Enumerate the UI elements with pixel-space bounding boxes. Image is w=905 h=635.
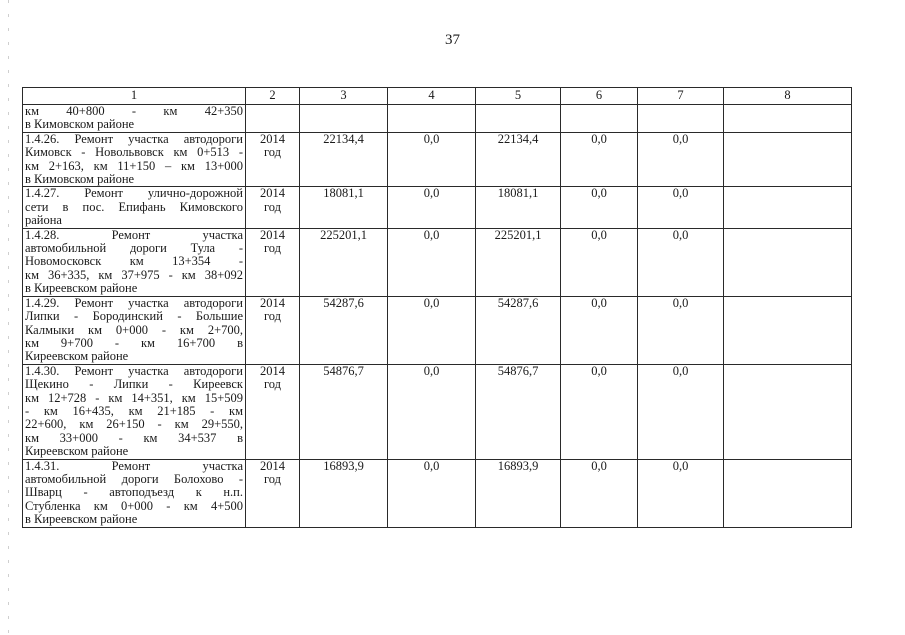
amount-cell-col-4 — [388, 105, 476, 133]
work-description-line: в Киреевском районе — [25, 281, 138, 296]
year-value: 2014 — [260, 363, 285, 378]
work-description-cell — [23, 296, 246, 364]
year-cell — [246, 296, 300, 364]
work-description-line: Киреевском районе — [25, 349, 129, 364]
year-cell — [246, 132, 300, 187]
amount-cell-col-5: 225201,1 — [476, 228, 561, 296]
amount-cell-col-7: 0,0 — [638, 364, 724, 459]
year-value: 2014 — [260, 295, 285, 310]
amount-cell-col-5 — [476, 105, 561, 133]
amount-cell-col-7 — [638, 105, 724, 133]
work-description-line: км 33+000 - км 34+537 в — [25, 430, 243, 445]
amount-cell-col-5: 54876,7 — [476, 364, 561, 459]
work-description-line: 1.4.27. Ремонт улично-дорожной — [25, 186, 243, 201]
table-row — [23, 364, 852, 459]
amount-cell-col-8 — [724, 105, 852, 133]
table-row — [23, 105, 852, 133]
amount-cell-col-7: 0,0 — [638, 459, 724, 527]
road-repair-budget-table — [22, 87, 852, 528]
year-unit: год — [263, 145, 282, 160]
amount-cell-col-3: 54876,7 — [300, 364, 388, 459]
table-row — [23, 187, 852, 228]
work-description-cell — [23, 364, 246, 459]
amount-cell-col-7: 0,0 — [638, 228, 724, 296]
amount-cell-col-5: 54287,6 — [476, 296, 561, 364]
work-description-line: км 40+800 - км 42+350 — [25, 104, 243, 118]
work-description-line: км 12+728 - км 14+351, км 15+509 — [25, 390, 243, 405]
year-value: 2014 — [260, 458, 285, 473]
work-description-line: Щекино - Липки - Киреевск — [25, 377, 243, 392]
amount-cell-col-3: 54287,6 — [300, 296, 388, 364]
amount-cell-col-7: 0,0 — [638, 187, 724, 228]
amount-cell-col-5: 18081,1 — [476, 187, 561, 228]
work-description-cell — [23, 105, 246, 133]
col-header-1: 1 — [23, 88, 246, 105]
year-unit: год — [263, 241, 282, 256]
amount-cell-col-4: 0,0 — [388, 132, 476, 187]
amount-cell-col-4: 0,0 — [388, 296, 476, 364]
table-row — [23, 296, 852, 364]
amount-cell-col-6 — [561, 105, 638, 133]
work-description-line: Липки - Бородинский - Большие — [25, 309, 243, 324]
col-header-8: 8 — [724, 88, 852, 105]
amount-cell-col-6: 0,0 — [561, 459, 638, 527]
amount-cell-col-8 — [724, 296, 852, 364]
work-description-line: района — [25, 213, 62, 228]
work-description-cell — [23, 187, 246, 228]
work-description-line: - км 16+435, км 21+185 - км — [25, 403, 243, 418]
work-description-line: Калмыки км 0+000 - км 2+700, — [25, 322, 243, 337]
year-value: 2014 — [260, 131, 285, 146]
amount-cell-col-4: 0,0 — [388, 459, 476, 527]
amount-cell-col-6: 0,0 — [561, 187, 638, 228]
work-description-line: 1.4.29. Ремонт участка автодороги — [25, 295, 243, 310]
work-description-line: Стубленка км 0+000 - км 4+500 — [25, 498, 243, 513]
amount-cell-col-3: 16893,9 — [300, 459, 388, 527]
work-description-line: км 2+163, км 11+150 – км 13+000 — [25, 158, 243, 173]
amount-cell-col-3 — [300, 105, 388, 133]
table-row — [23, 459, 852, 527]
year-cell — [246, 459, 300, 527]
work-description-line: 1.4.31. Ремонт участка — [25, 458, 243, 473]
amount-cell-col-6: 0,0 — [561, 296, 638, 364]
amount-cell-col-4: 0,0 — [388, 187, 476, 228]
work-description-cell — [23, 132, 246, 187]
work-description-line: 22+600, км 26+150 - км 29+550, — [25, 417, 243, 432]
col-header-6: 6 — [561, 88, 638, 105]
year-value: 2014 — [260, 227, 285, 242]
amount-cell-col-8 — [724, 228, 852, 296]
col-header-7: 7 — [638, 88, 724, 105]
amount-cell-col-4: 0,0 — [388, 228, 476, 296]
page-number: 37 — [445, 32, 460, 48]
work-description-line: Новомосковск км 13+354 - — [25, 254, 243, 269]
work-description-line: в Киреевском районе — [25, 512, 138, 527]
year-value: 2014 — [260, 186, 285, 201]
amount-cell-col-5: 22134,4 — [476, 132, 561, 187]
work-description-line: км 36+335, км 37+975 - км 38+092 — [25, 267, 243, 282]
amount-cell-col-3: 18081,1 — [300, 187, 388, 228]
table-row — [23, 132, 852, 187]
work-description-line: 1.4.30. Ремонт участка автодороги — [25, 363, 243, 378]
col-header-4: 4 — [388, 88, 476, 105]
amount-cell-col-6: 0,0 — [561, 228, 638, 296]
year-unit: год — [263, 309, 282, 324]
work-description-cell — [23, 228, 246, 296]
col-header-2: 2 — [246, 88, 300, 105]
year-unit: год — [263, 199, 282, 214]
work-description-line: в Кимовском районе — [25, 172, 135, 187]
amount-cell-col-8 — [724, 132, 852, 187]
amount-cell-col-5: 16893,9 — [476, 459, 561, 527]
amount-cell-col-7: 0,0 — [638, 296, 724, 364]
amount-cell-col-8 — [724, 364, 852, 459]
work-description-line: сети в пос. Епифань Кимовского — [25, 199, 243, 214]
work-description-line: автомобильной дороги Болохово - — [25, 471, 243, 486]
work-description-line: км 9+700 - км 16+700 в — [25, 335, 243, 350]
amount-cell-col-4: 0,0 — [388, 364, 476, 459]
work-description-line: автомобильной дороги Тула - — [25, 241, 243, 256]
amount-cell-col-3: 22134,4 — [300, 132, 388, 187]
col-header-3: 3 — [300, 88, 388, 105]
work-description-cell — [23, 459, 246, 527]
year-cell — [246, 364, 300, 459]
year-unit: год — [263, 377, 282, 392]
scan-edge-artifact — [8, 0, 9, 635]
year-cell — [246, 105, 300, 133]
amount-cell-col-7: 0,0 — [638, 132, 724, 187]
amount-cell-col-6: 0,0 — [561, 364, 638, 459]
work-description-line: 1.4.28. Ремонт участка — [25, 227, 243, 242]
year-cell — [246, 187, 300, 228]
amount-cell-col-8 — [724, 187, 852, 228]
amount-cell-col-8 — [724, 459, 852, 527]
work-description-line: Кимовск - Новольвовск км 0+513 - — [25, 145, 243, 160]
col-header-5: 5 — [476, 88, 561, 105]
work-description-line: Киреевском районе — [25, 444, 129, 459]
year-cell — [246, 228, 300, 296]
amount-cell-col-3: 225201,1 — [300, 228, 388, 296]
table-body — [23, 105, 852, 528]
work-description-line: Шварц - автоподъезд к н.п. — [25, 485, 243, 500]
year-unit: год — [263, 471, 282, 486]
work-description-line: 1.4.26. Ремонт участка автодороги — [25, 131, 243, 146]
work-description-line: в Кимовском районе — [25, 117, 135, 132]
table-header-row — [23, 88, 852, 105]
table-row — [23, 228, 852, 296]
amount-cell-col-6: 0,0 — [561, 132, 638, 187]
